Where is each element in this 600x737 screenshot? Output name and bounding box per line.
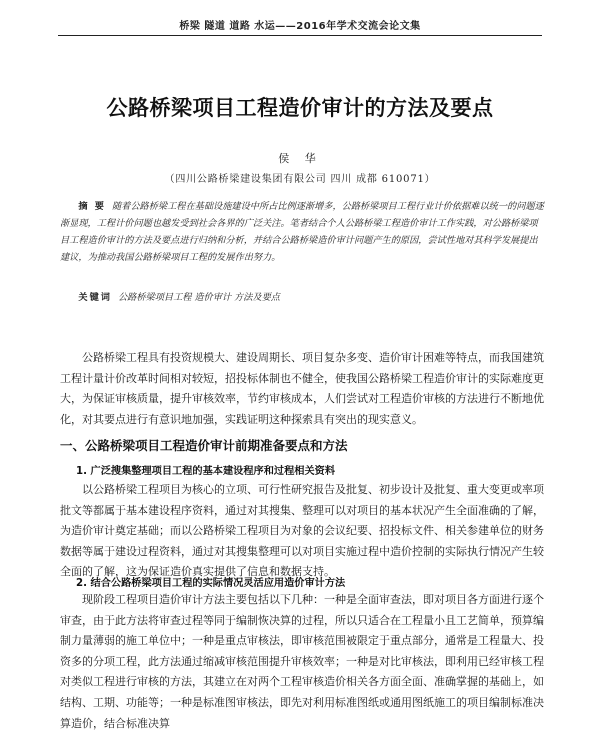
subsection-1-paragraph: 以公路桥梁工程项目为核心的立项、可行性研究报告及批复、初步设计及批复、重大变更或率项批文等都属于基本建设程序资料，通过对其搜集、整理可以对项目的基本状况产生全面准确的了解，为造价审计奠定基础；而以公路桥梁工程项目为对象的会议纪要、招投标文件、相关参建单位的财务数据等属于建设过程资料，通过对其搜集整理可以对项目实施过程中造价控制的实际执行情况产生较全面的了解，这为保证造价真实提供了信息和数据支持。 [60, 483, 544, 579]
abstract [60, 198, 544, 266]
subsection-heading-2: 2. 结合公路桥梁项目工程的实际情况灵活应用造价审计方法 [76, 578, 346, 589]
keywords [60, 289, 544, 303]
subsection-heading-1: 1. 广泛搜集整理项目工程的基本建设程序和过程相关资料 [76, 466, 336, 477]
paper-title: 公路桥梁项目工程造价审计的方法及要点 [106, 96, 494, 120]
header-rule [58, 35, 542, 36]
subsection-2-paragraph: 现阶段工程项目造价审计方法主要包括以下几种：一种是全面审查法，即对项目各方面进行逐个审查，由于此方法将审查过程等同于编制恢决算的过程，所以只适合在工程量小且工艺简单，预算编制力量薄弱的施工单位中；一种是重点审核法，即审核范围被限定于重点部分，通常是工程量大、投资多的分项工程，此方法通过缩减审核范围提升审核效率；一种是对比审核法，即利用已经审核工程对类似工程进行审核的方法，其建立在对两个工程审核造价相关各方面全面、准确掌握的基础上，如结构、工期、功能等；一种是标准图审核法，即先对利用标准图纸或通用图纸施工的项目编制标准决算造价，结合标准决算 [60, 593, 544, 730]
intro-paragraph: 公路桥梁工程具有投资规模大、建设周期长、项目复杂多变、造价审计困难等特点，而我国建筑工程计量计价改革时间相对较短，招投标体制也不健全，使我国公路桥梁工程造价审计的实际难度更大，为保证审核质量，提升审核效率，节约审核成本，人们尝试对工程造价审核的方法进行不断地优化，对其要点进行有意识地加强，实践证明这种探索具有突出的现实意义。 [60, 351, 544, 426]
abstract-label: 摘 要 [78, 201, 106, 212]
abstract-text: 随着公路桥梁工程在基础设施建设中所占比例逐渐增多，公路桥梁项目工程行业计价依据难以统一的问题逐渐显现，工程计价问题也越发受到社会各界的广泛关注。笔者结合个人公路桥梁工程造价审计工作实践，对公路桥梁项目工程造价审计的方法及要点进行归纳和分析，并结合公路桥梁造价审计问题产生的原因，尝试性地对其科学发展提出建议，为推动我国公路桥梁项目工程的发展作出努力。 [60, 201, 544, 263]
keywords-text: 公路桥梁项目工程 造价审计 方法及要点 [117, 292, 280, 303]
keywords-label: 关键词 [78, 292, 112, 303]
author-affiliation: （四川公路桥梁建设集团有限公司 四川 成都 610071） [164, 174, 436, 185]
running-head: 桥梁 隧道 道路 水运——2016年学术交流会论文集 [179, 21, 421, 32]
section-heading-1: 一、公路桥梁项目工程造价审计前期准备要点和方法 [60, 438, 348, 453]
author-name: 侯 华 [278, 152, 322, 165]
